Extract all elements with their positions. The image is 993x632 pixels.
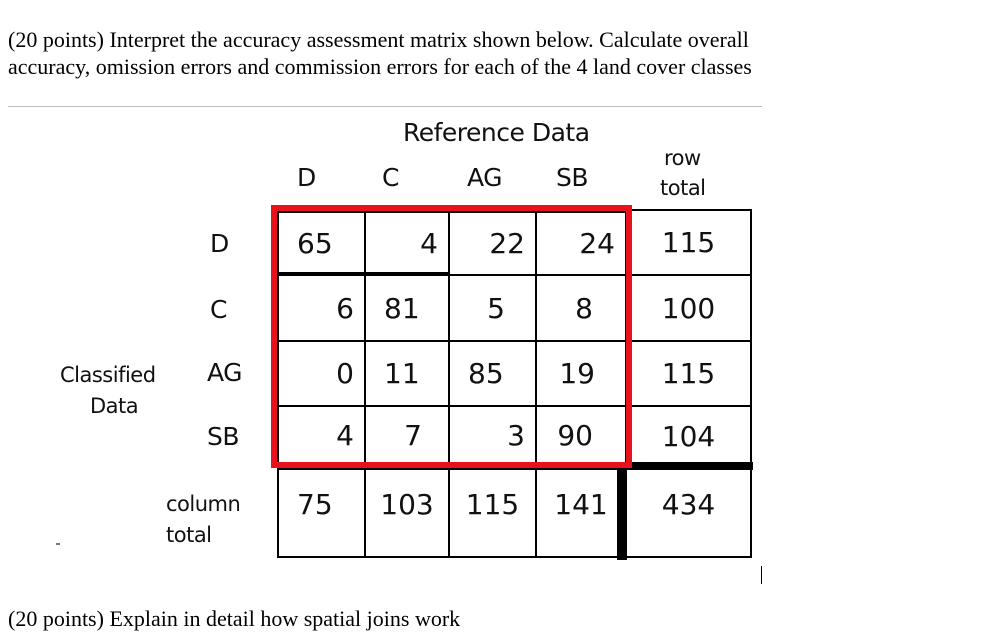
next-question-partial: (20 points) Explain in detail how spatial joins work xyxy=(8,606,461,631)
stray-mark xyxy=(56,543,60,545)
row-header-ag: AG xyxy=(207,358,243,387)
cell-ag-sb: 19 xyxy=(535,340,627,407)
row-header-c: C xyxy=(210,295,227,324)
matrix-thick-rule xyxy=(625,462,753,470)
col-header-ag: AG xyxy=(467,163,503,192)
cell-c-d: 6 xyxy=(277,274,366,342)
column-total-d: 75 xyxy=(277,468,366,558)
cell-d-ag: 22 xyxy=(448,211,537,276)
cell-sb-ag: 3 xyxy=(448,405,537,466)
row-total-c: 100 xyxy=(625,274,752,342)
cell-c-c: 81 xyxy=(364,274,450,342)
cell-c-ag: 5 xyxy=(448,274,537,342)
question-line-1: (20 points) Interpret the accuracy assessment matrix shown below. Calculate overall xyxy=(8,27,749,52)
reference-data-label: Reference Data xyxy=(403,118,590,147)
classified-data-label-2: Data xyxy=(90,394,139,418)
divider xyxy=(8,106,762,107)
row-total-d: 115 xyxy=(625,209,752,276)
column-total-label-1: column xyxy=(166,492,241,516)
cell-sb-c: 7 xyxy=(364,405,450,466)
row-total-sb: 104 xyxy=(625,405,752,468)
row-total-label-2: total xyxy=(660,176,706,200)
row-total-label-1: row xyxy=(664,146,701,170)
column-total-c: 103 xyxy=(364,468,450,558)
cell-c-sb: 8 xyxy=(535,274,627,342)
col-header-c: C xyxy=(382,163,399,192)
cell-ag-c: 11 xyxy=(364,340,450,407)
cell-sb-sb: 90 xyxy=(535,405,627,466)
column-total-ag: 115 xyxy=(448,468,537,558)
classified-data-label-1: Classified xyxy=(60,363,156,387)
column-total-label-2: total xyxy=(166,523,212,547)
col-header-sb: SB xyxy=(556,163,589,192)
cell-d-d: 65 xyxy=(277,211,366,276)
text-cursor xyxy=(761,566,762,584)
row-header-sb: SB xyxy=(207,422,240,451)
question-line-2: accuracy, omission errors and commission errors for each of the 4 land cover classes xyxy=(8,54,752,79)
matrix-thick-rule xyxy=(617,466,627,560)
row-total-ag: 115 xyxy=(625,340,752,407)
cell-ag-ag: 85 xyxy=(448,340,537,407)
cell-d-c: 4 xyxy=(364,211,450,276)
col-header-d: D xyxy=(297,163,316,192)
column-total-sb: 141 xyxy=(535,468,627,558)
cell-ag-d: 0 xyxy=(277,340,366,407)
cell-sb-d: 4 xyxy=(277,405,366,466)
grand-total: 434 xyxy=(625,468,752,558)
cell-d-sb: 24 xyxy=(535,211,627,276)
highlight-box xyxy=(271,205,632,468)
row-header-d: D xyxy=(210,229,229,258)
